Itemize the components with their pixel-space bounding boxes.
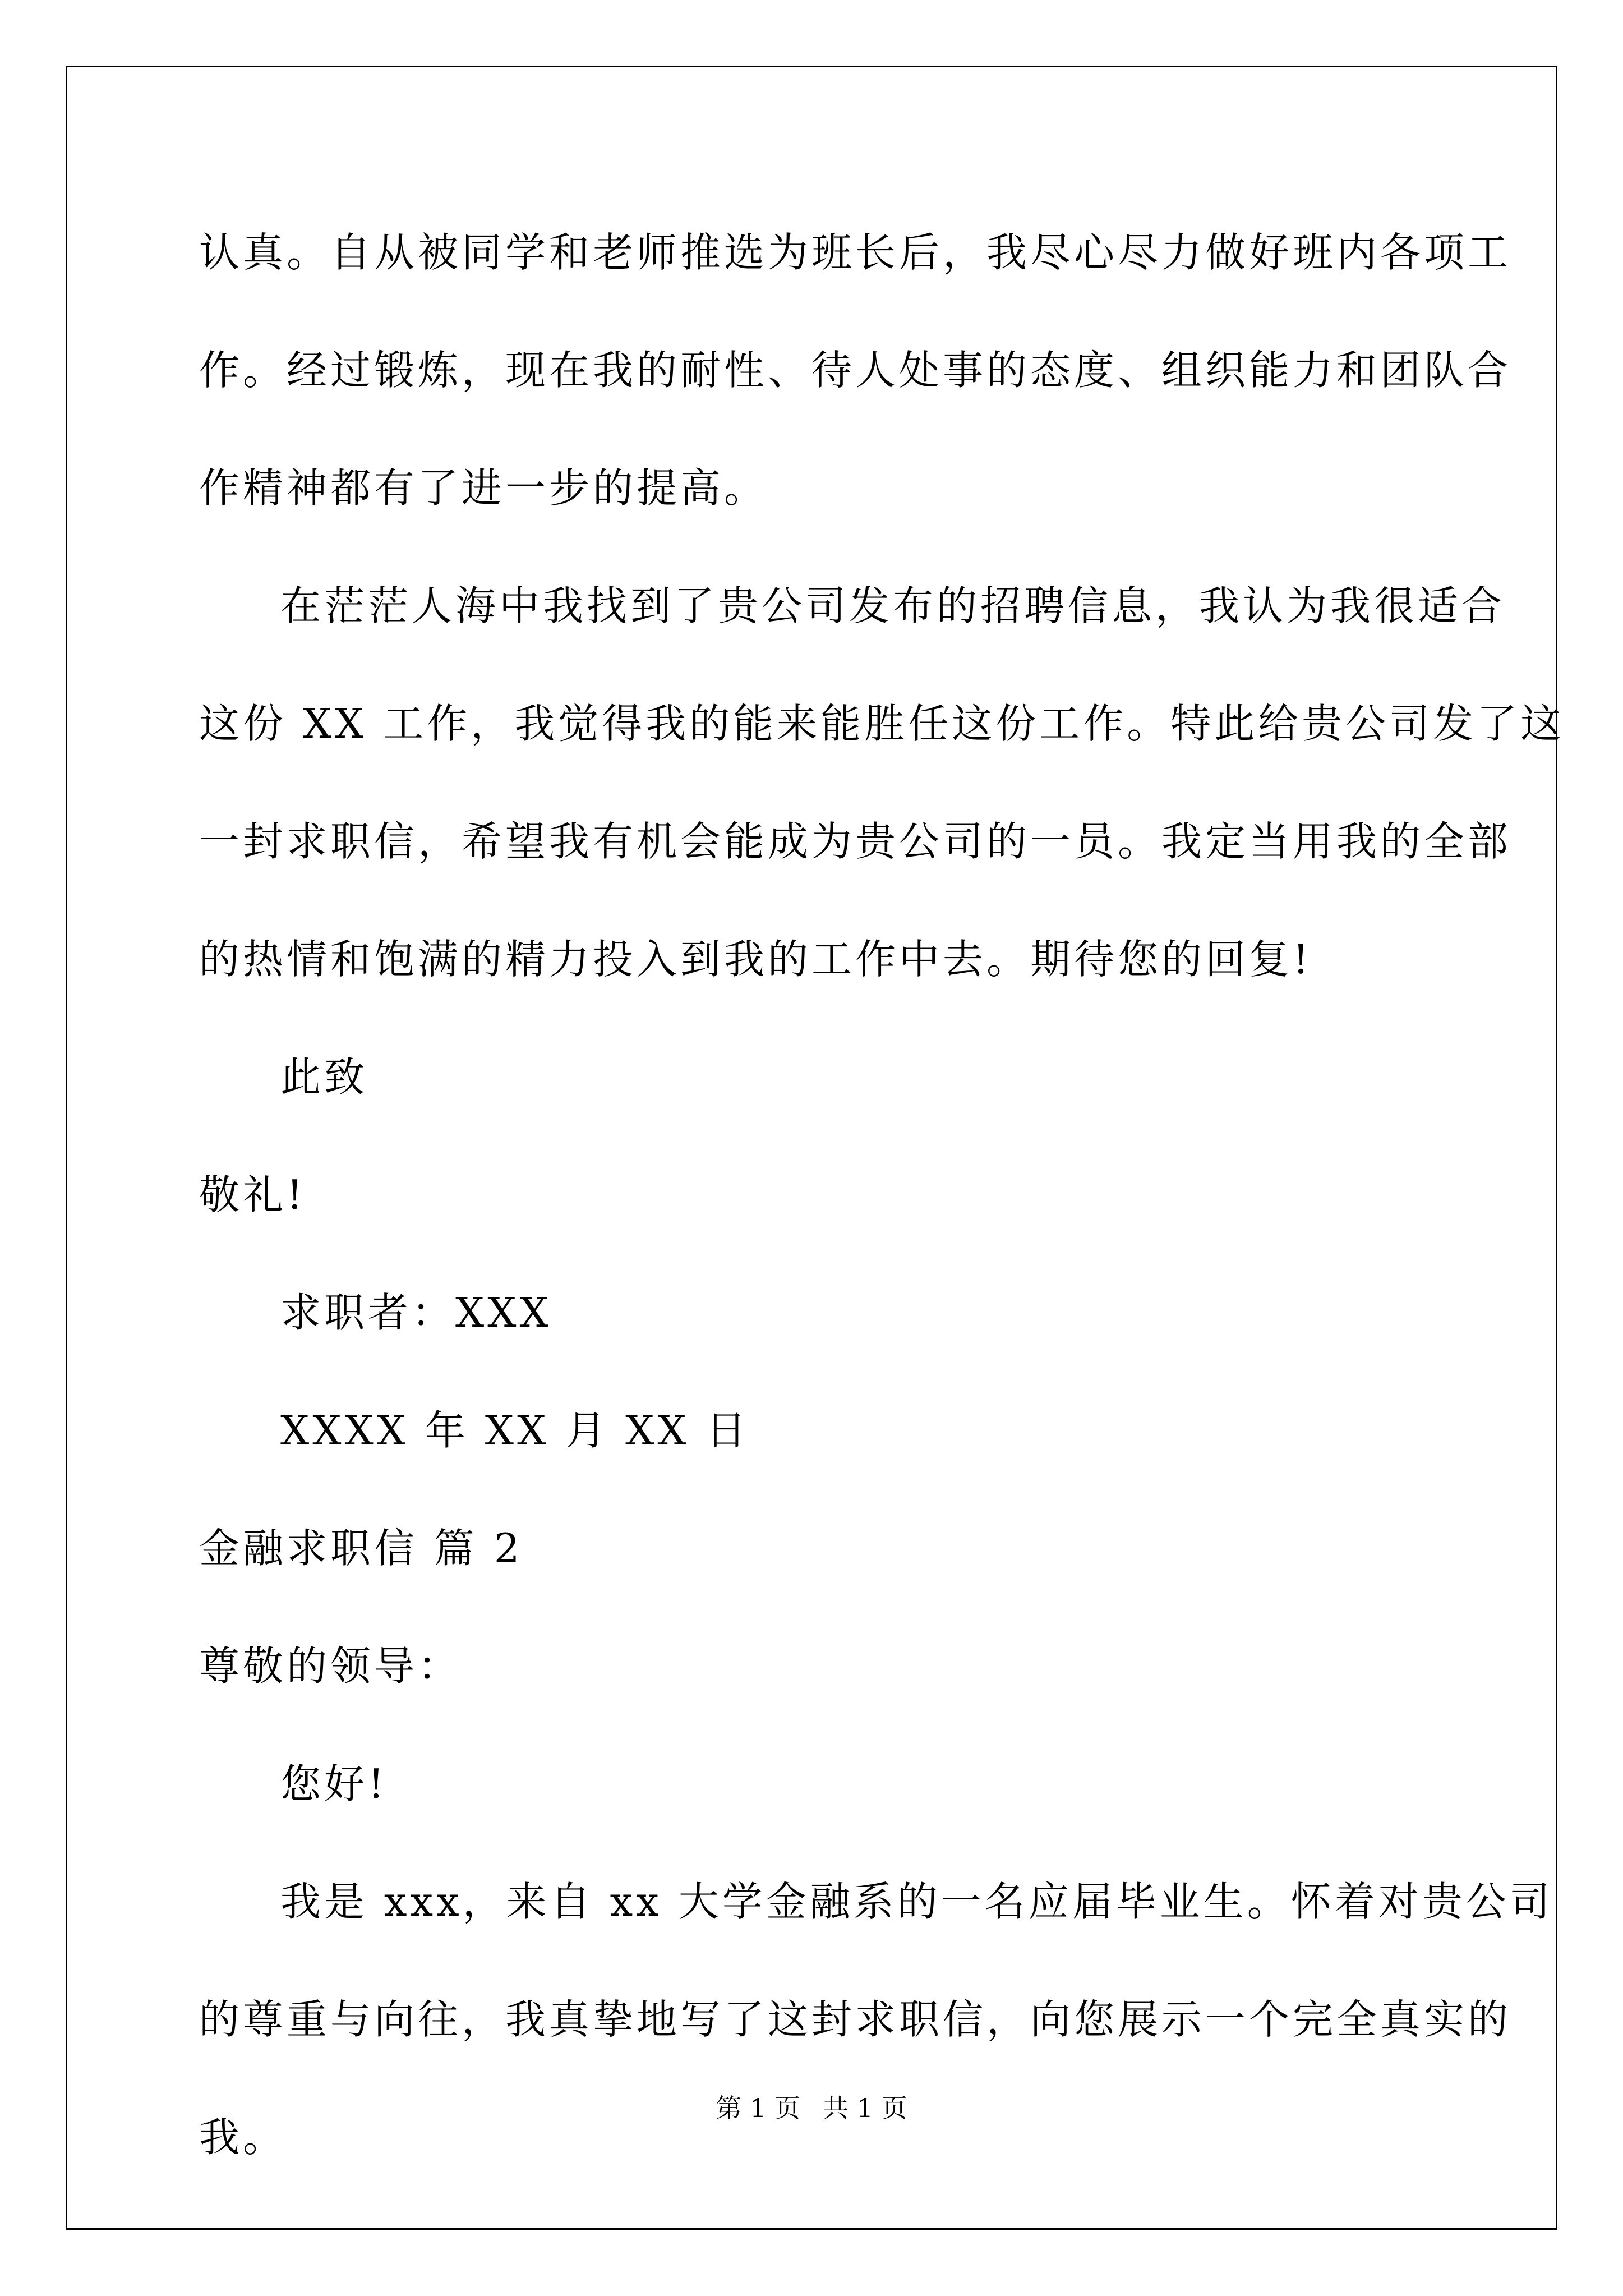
paragraph-line: 认真。自从被同学和老师推选为班长后，我尽心尽力做好班内各项工 — [199, 229, 1512, 276]
paragraph-line: 作。经过锻炼，现在我的耐性、待人处事的态度、组织能力和团队合 — [199, 347, 1512, 394]
paragraph-line: 我是 xxx，来自 xx 大学金融系的一名应届毕业生。怀着对贵公司 — [280, 1878, 1553, 1925]
letter-hello: 您好! — [280, 1760, 388, 1807]
closing-regards: 敬礼! — [199, 1171, 306, 1218]
paragraph-line: 一封求职信，希望我有机会能成为贵公司的一员。我定当用我的全部 — [199, 818, 1512, 865]
paragraph-line: 的尊重与向往，我真挚地写了这封求职信，向您展示一个完全真实的 — [199, 1996, 1512, 2043]
letter-greeting: 尊敬的领导： — [199, 1642, 462, 1690]
closing-salutation: 此致 — [280, 1053, 368, 1101]
page-footer — [0, 2088, 1623, 2125]
page-number: 第 1 页 — [716, 2093, 800, 2123]
paragraph-line: 我。 — [199, 2114, 287, 2161]
signature-date: XXXX 年 XX 月 XX 日 — [280, 1407, 750, 1454]
paragraph-line: 的热情和饱满的精力投入到我的工作中去。期待您的回复! — [199, 936, 1312, 983]
paragraph-line: 这份 XX 工作，我觉得我的能来能胜任这份工作。特此给贵公司发了这 — [199, 700, 1565, 747]
document-body — [199, 213, 1565, 2216]
page-total: 共 1 页 — [823, 2093, 907, 2123]
paragraph-line: 在茫茫人海中我找到了贵公司发布的招聘信息，我认为我很适合 — [280, 582, 1506, 629]
section-heading: 金融求职信 篇 2 — [199, 1525, 523, 1572]
signature-applicant: 求职者：XXX — [280, 1289, 552, 1336]
paragraph-line: 作精神都有了进一步的提高。 — [199, 464, 768, 512]
